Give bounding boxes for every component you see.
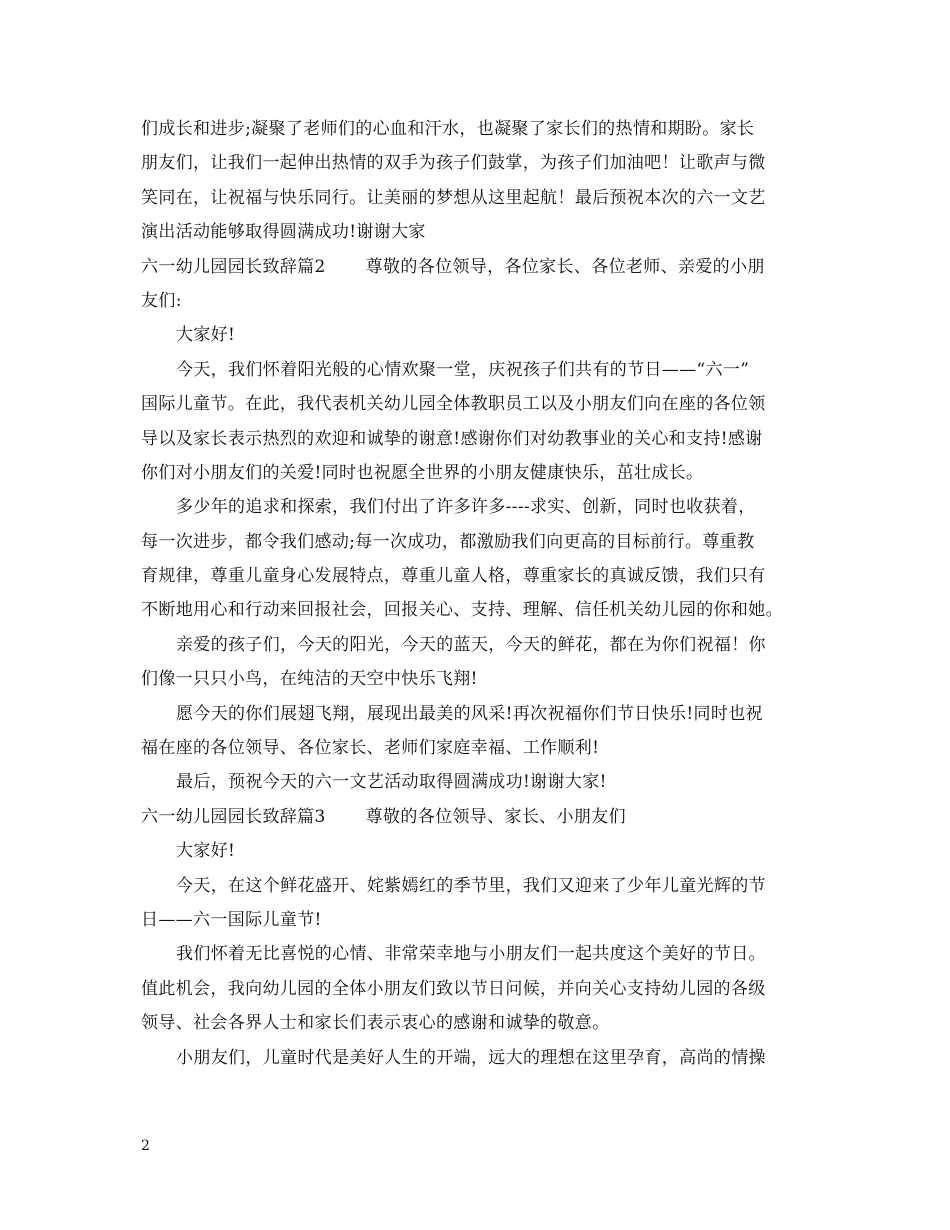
section-title: 六一幼儿园园长致辞篇2 [141,256,326,277]
text-line: 最后，预祝今天的六一文艺活动取得圆满成功!谢谢大家! [176,772,607,793]
text-line: 福在座的各位领导、各位家长、老师们家庭幸福、工作顺利! [141,738,600,759]
greeting-line: 大家好! [176,325,236,346]
section-salutation: 尊敬的各位领导，各位家长、各位老师、亲爱的小朋 [365,256,765,277]
text-line: 育规律，尊重儿童身心发展特点，尊重儿童人格，尊重家长的真诚反馈，我们只有 [141,566,766,587]
text-line: 笑同在，让祝福与快乐同行。让美丽的梦想从这里起航！最后预祝本次的六一文艺 [141,187,766,208]
section-heading [141,250,821,284]
page-number: 2 [141,1138,150,1154]
document-body [141,112,821,1075]
text-line: 愿今天的你们展翅飞翔，展现出最美的风采!再次祝福你们节日快乐!同时也祝 [176,703,763,724]
text-line: 我们怀着无比喜悦的心情、非常荣幸地与小朋友们一起共度这个美好的节日。 [176,944,766,965]
section-title: 六一幼儿园园长致辞篇3 [141,806,326,827]
text-line: 朋友们，让我们一起伸出热情的双手为孩子们鼓掌，为孩子们加油吧！让歌声与微 [141,153,766,174]
text-line: 导以及家长表示热烈的欢迎和诚挚的谢意!感谢你们对幼教事业的关心和支持!感谢 [141,428,763,449]
text-line: 们像一只只小鸟，在纯洁的天空中快乐飞翔! [141,669,478,690]
text-line: 今天，在这个鲜花盛开、姹紫嫣红的季节里，我们又迎来了少年儿童光辉的节 [176,875,766,896]
text-line: 多少年的追求和探索，我们付出了许多许多----求实、创新，同时也收获着， [176,497,756,518]
text-line: 不断地用心和行动来回报社会，回报关心、支持、理解、信任机关幼儿园的你和她。 [141,600,783,621]
section-salutation: 尊敬的各位领导、家长、小朋友们 [365,806,626,827]
text-line: 国际儿童节。在此，我代表机关幼儿园全体教职员工以及小朋友们向在座的各位领 [141,394,766,415]
text-line: 小朋友们，儿童时代是美好人生的开端，远大的理想在这里孕育，高尚的情操 [176,1047,766,1068]
greeting-line: 大家好! [176,841,236,862]
text-line: 日——六一国际儿童节! [141,909,322,930]
section-heading [141,800,821,834]
text-line: 今天，我们怀着阳光般的心情欢聚一堂，庆祝孩子们共有的节日——“六一” [176,359,750,380]
text-line: 友们: [141,290,182,311]
text-line: 演出活动能够取得圆满成功!谢谢大家 [141,222,426,243]
text-line: 你们对小朋友们的关爱!同时也祝愿全世界的小朋友健康快乐，茁壮成长。 [141,462,704,483]
text-line: 们成长和进步;凝聚了老师们的心血和汗水，也凝聚了家长们的热情和期盼。家长 [141,119,755,139]
text-line: 领导、社会各界人士和家长们表示衷心的感谢和诚挚的敬意。 [141,1013,610,1034]
text-line: 值此机会，我向幼儿园的全体小朋友们致以节日问候，并向关心支持幼儿园的各级 [141,978,766,999]
text-line: 每一次进步，都令我们感动;每一次成功，都激励我们向更高的目标前行。尊重教 [141,531,755,552]
text-line: 亲爱的孩子们，今天的阳光，今天的蓝天，今天的鲜花，都在为你们祝福！你 [176,634,766,655]
